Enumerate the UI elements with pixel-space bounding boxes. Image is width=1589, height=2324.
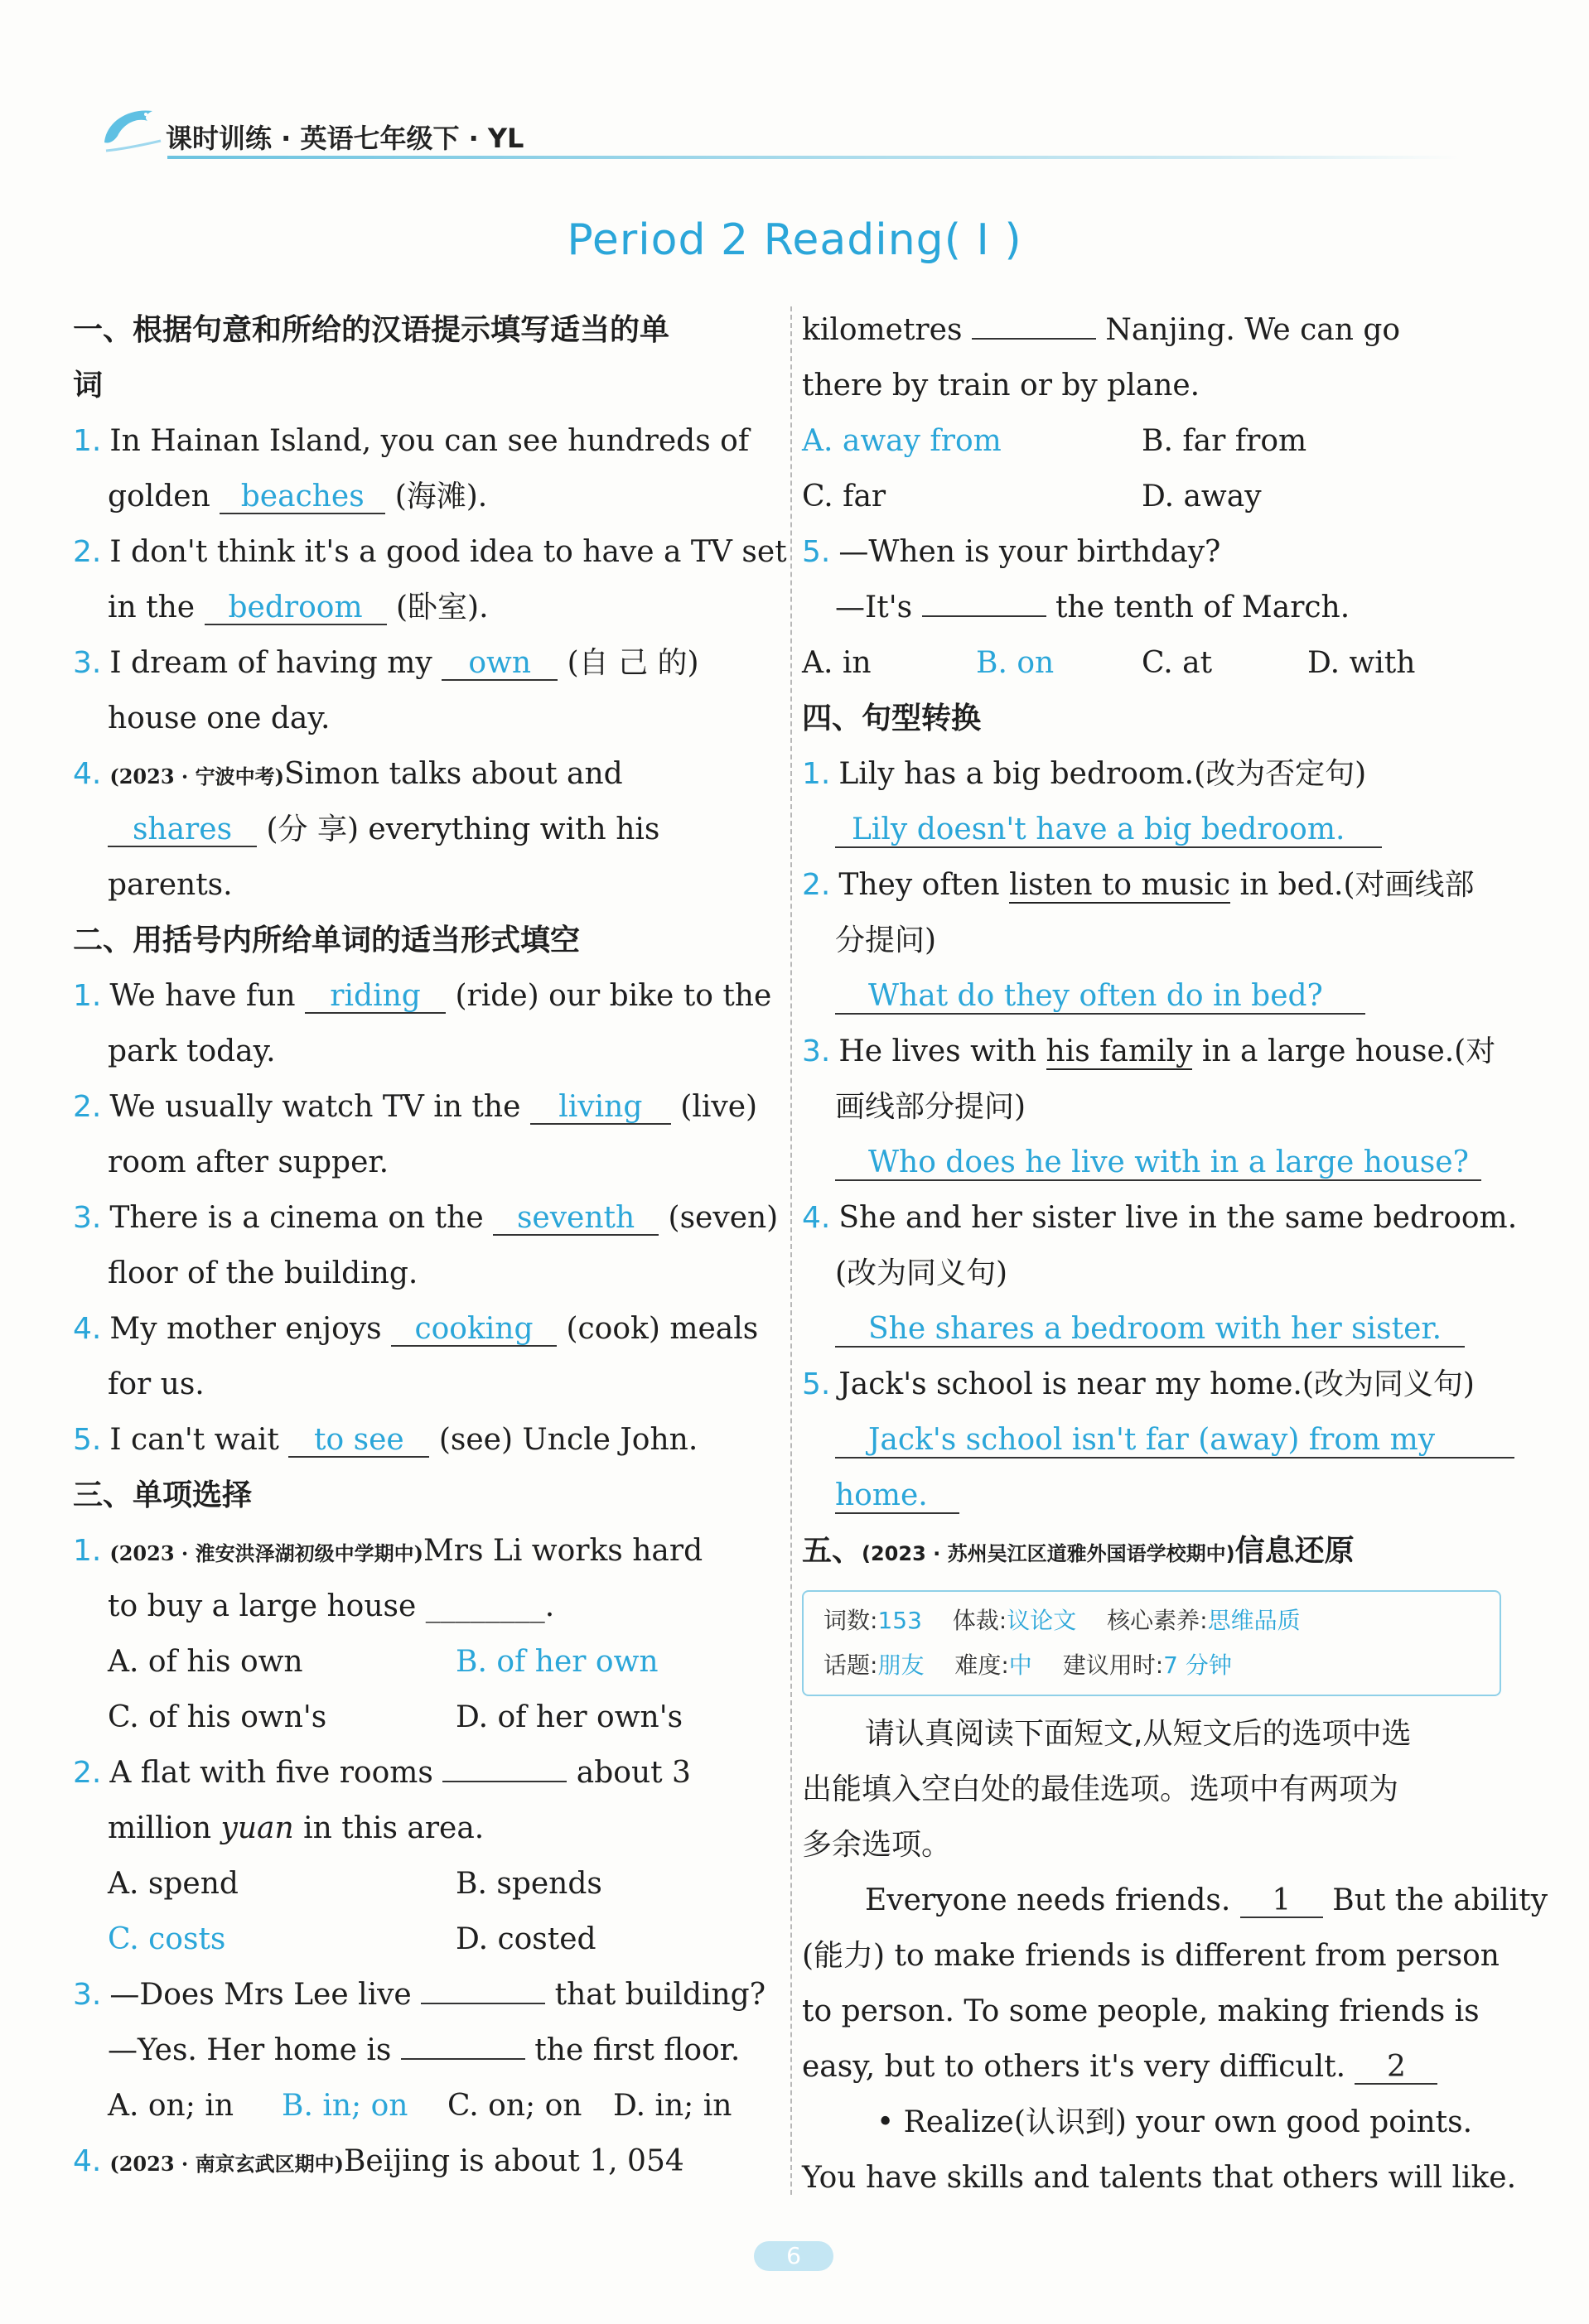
- question: [802, 857, 1501, 913]
- header-title: 课时训练 · 英语七年级下 · YL: [166, 123, 524, 154]
- option-d[interactable]: D. in; in: [613, 2089, 732, 2123]
- question-text: (cook) meals: [566, 1312, 759, 1346]
- core-literacy: 思维品质: [1207, 1607, 1301, 1634]
- question-text: that building?: [554, 1978, 766, 2012]
- question-number: 1.: [73, 1534, 102, 1568]
- answer-blank[interactable]: beaches: [220, 481, 385, 514]
- question: [73, 1412, 766, 1468]
- info-row-1: [823, 1598, 1480, 1643]
- answer-text[interactable]: What do they often do in bed?: [835, 980, 1365, 1015]
- option-c[interactable]: C. of his own's: [108, 1700, 327, 1734]
- question-line: [73, 580, 766, 635]
- question-text: Simon talks about and: [283, 757, 623, 791]
- question: [73, 1079, 766, 1135]
- option-d[interactable]: D. of her own's: [456, 1700, 683, 1734]
- options-row: [802, 413, 1501, 469]
- suggested-time: 7 分钟: [1163, 1651, 1232, 1679]
- question-line: [73, 469, 766, 524]
- answer-line: [802, 968, 1501, 1024]
- question-text: He lives with: [838, 1034, 1037, 1068]
- question: [73, 1745, 766, 1801]
- question-text: We have fun: [109, 979, 296, 1013]
- answer-line: [802, 1468, 1501, 1523]
- answer-line: [802, 1301, 1501, 1357]
- question-number: 4.: [802, 1201, 831, 1235]
- question-text: million: [108, 1811, 212, 1845]
- option-c[interactable]: C. at: [1142, 646, 1213, 680]
- underlined-text: listen to music: [1009, 868, 1231, 902]
- dolphin-logo-icon: [98, 99, 164, 157]
- question-text: —Does Mrs Lee live: [109, 1978, 412, 2012]
- info-label: 建议用时:: [1062, 1651, 1164, 1679]
- question-line: house one day.: [108, 702, 331, 735]
- options-row: [802, 635, 1501, 691]
- answer-blank[interactable]: seventh: [493, 1203, 659, 1236]
- section-1-title: 一、根据句意和所给的汉语提示填写适当的单: [73, 313, 670, 347]
- instruction-line: 请认真阅读下面短文,从短文后的选项中选: [865, 1717, 1412, 1751]
- question-text: We usually watch TV in the: [109, 1090, 521, 1124]
- passage-line: [802, 1873, 1548, 1928]
- options-row: [73, 1912, 766, 1967]
- question-number: 4.: [73, 2144, 102, 2178]
- question-source: (2023 · 淮安洪泽湖初级中学期中): [109, 1541, 423, 1565]
- answer-blank[interactable]: shares: [108, 814, 257, 847]
- option-a[interactable]: A. of his own: [108, 1645, 303, 1679]
- answer-blank[interactable]: living: [530, 1092, 671, 1125]
- info-label: 词数:: [823, 1607, 878, 1634]
- question-number: 5.: [802, 1367, 831, 1401]
- passage-line: You have skills and talents that others will like.: [802, 2161, 1517, 2195]
- answer-line: [802, 1412, 1501, 1468]
- option-b-correct[interactable]: B. of her own: [456, 1645, 659, 1679]
- question-text: (自 己 的): [567, 646, 699, 680]
- question-line: there by train or by plane.: [802, 369, 1200, 403]
- question-number: 2.: [73, 1756, 102, 1790]
- question-text: about 3: [576, 1756, 691, 1790]
- question-text-italic: yuan: [220, 1811, 294, 1845]
- topic: 朋友: [877, 1651, 925, 1679]
- option-d[interactable]: D. with: [1307, 646, 1416, 680]
- answer-blank[interactable]: cooking: [391, 1314, 557, 1347]
- question-number: 1.: [802, 757, 831, 791]
- option-a[interactable]: A. in: [802, 646, 872, 680]
- question: [73, 1301, 766, 1357]
- question-text: in this area.: [303, 1811, 485, 1845]
- question-number: 2.: [73, 535, 102, 569]
- answer-blank[interactable]: [922, 615, 1046, 617]
- instruction-line: 多余选项。: [802, 1828, 952, 1862]
- word-count: 153: [877, 1607, 922, 1634]
- question: [802, 1190, 1518, 1246]
- question-text: (seven): [668, 1201, 779, 1235]
- question-text: A flat with five rooms: [109, 1756, 433, 1790]
- question-text: She and her sister live in the same bedroom.: [838, 1201, 1518, 1235]
- question-line: for us.: [108, 1367, 205, 1401]
- option-c-correct[interactable]: C. costs: [108, 1922, 226, 1956]
- question-number: 1.: [73, 979, 102, 1013]
- question-text: (分 享) everything with his: [266, 812, 660, 846]
- question-line: 分提问): [835, 923, 937, 957]
- answer-text[interactable]: She shares a bedroom with her sister.: [835, 1313, 1465, 1348]
- question-number: 1.: [73, 424, 102, 458]
- question-text: They often: [838, 868, 1000, 902]
- option-b-correct[interactable]: B. in; on: [282, 2089, 408, 2123]
- question: [73, 524, 787, 580]
- difficulty: 中: [1008, 1651, 1032, 1679]
- answer-blank[interactable]: riding: [305, 981, 446, 1014]
- question-line: to buy a large house ________.: [108, 1589, 555, 1623]
- question-text: —It's: [835, 591, 913, 624]
- answer-blank[interactable]: [972, 338, 1096, 340]
- question-text: Jack's school is near my home.(改为同义句): [838, 1367, 1475, 1401]
- question-text: —Yes. Her home is: [108, 2033, 392, 2067]
- info-label: 话题:: [823, 1651, 878, 1679]
- answer-blank[interactable]: bedroom: [205, 592, 387, 625]
- question-number: 5.: [73, 1423, 102, 1457]
- option-d[interactable]: D. costed: [456, 1922, 596, 1956]
- option-b-correct[interactable]: B. on: [976, 646, 1055, 680]
- section-5-name: 信息还原: [1234, 1534, 1355, 1568]
- info-label: 体裁:: [952, 1607, 1007, 1634]
- section-3-title: 三、单项选择: [73, 1478, 253, 1512]
- section-4-title: 四、句型转换: [802, 702, 982, 735]
- passage-text: Everyone needs friends.: [865, 1883, 1231, 1917]
- passage-line: (能力) to make friends is different from person: [802, 1939, 1500, 1973]
- section-2-title: 二、用括号内所给单词的适当形式填空: [73, 923, 581, 957]
- question-number: 3.: [802, 1034, 831, 1068]
- answer-line: [802, 802, 1501, 857]
- options-row: [73, 1634, 766, 1690]
- options-row: [73, 1856, 766, 1912]
- option-a[interactable]: A. on; in: [108, 2089, 234, 2123]
- answer-blank[interactable]: [401, 2058, 525, 2060]
- question-text: (ride) our bike to the: [455, 979, 772, 1013]
- question: [73, 413, 766, 469]
- right-column: [802, 302, 1548, 2206]
- question-text: There is a cinema on the: [109, 1201, 484, 1235]
- question-text: Beijing is about 1, 054: [343, 2144, 684, 2178]
- option-c[interactable]: C. on; on: [447, 2089, 582, 2123]
- question-line: [73, 2023, 766, 2078]
- page-title: Period 2 Reading( Ⅰ ): [567, 215, 1022, 265]
- question-text: kilometres: [802, 313, 963, 347]
- info-label: 核心素养:: [1107, 1607, 1208, 1634]
- option-c[interactable]: C. far: [802, 480, 886, 513]
- passage-line: [802, 2039, 1501, 2095]
- question-text: In Hainan Island, you can see hundreds of: [109, 424, 750, 458]
- question-text: Lily has a big bedroom.(改为否定句): [838, 757, 1367, 791]
- column-divider: [790, 306, 792, 2195]
- option-a[interactable]: A. spend: [108, 1867, 239, 1901]
- passage-text: But the ability: [1332, 1883, 1548, 1917]
- options-row: [73, 2078, 766, 2134]
- question-number: 2.: [73, 1090, 102, 1124]
- option-d[interactable]: D. away: [1142, 480, 1262, 513]
- question-text: I dream of having my: [109, 646, 432, 680]
- question-line: 画线部分提问): [835, 1090, 1026, 1124]
- section-1-title-cont: 词: [73, 369, 104, 403]
- page-header: [98, 99, 1456, 174]
- question-text: (live): [680, 1090, 758, 1124]
- section-5-number: 五、: [802, 1534, 862, 1568]
- question-line: (改为同义句): [835, 1256, 1008, 1290]
- reading-info-box: [802, 1590, 1501, 1696]
- question-text: the tenth of March.: [1055, 591, 1350, 624]
- question-line: [73, 802, 766, 857]
- question: [802, 1357, 1501, 1412]
- passage-line: • Realize(认识到) your own good points.: [877, 2105, 1473, 2139]
- passage-blank-1[interactable]: 1: [1240, 1885, 1323, 1918]
- question: [73, 2134, 766, 2189]
- option-b[interactable]: B. spends: [456, 1867, 602, 1901]
- question: [73, 1523, 766, 1579]
- genre: 议论文: [1007, 1607, 1077, 1634]
- answer-blank[interactable]: to see: [288, 1425, 429, 1458]
- question-number: 4.: [73, 757, 102, 791]
- question: [73, 968, 772, 1024]
- question-number: 4.: [73, 1312, 102, 1346]
- question: [802, 1024, 1501, 1079]
- question-text: —When is your birthday?: [838, 535, 1221, 569]
- question-text: in a large house.(对: [1201, 1034, 1496, 1068]
- info-label: 难度:: [954, 1651, 1009, 1679]
- page-number: 6: [754, 2241, 833, 2271]
- answer-blank[interactable]: [421, 2003, 545, 2004]
- instruction-line: 出能填入空白处的最佳选项。选项中有两项为: [802, 1772, 1399, 1806]
- section-5-source: (2023 · 苏州吴江区道雅外国语学校期中): [862, 1542, 1235, 1565]
- answer-blank[interactable]: [442, 1781, 567, 1782]
- question-number: 3.: [73, 1978, 102, 2012]
- question-text: the first floor.: [534, 2033, 741, 2067]
- question-line: park today.: [108, 1034, 276, 1068]
- question-number: 2.: [802, 868, 831, 902]
- option-a-correct[interactable]: A. away from: [802, 424, 1002, 458]
- passage-blank-2[interactable]: 2: [1355, 2052, 1437, 2085]
- section-5-title: [802, 1523, 1501, 1579]
- option-b[interactable]: B. far from: [1142, 424, 1307, 458]
- info-row-2: [823, 1643, 1480, 1688]
- question-line: [802, 580, 1501, 635]
- question-text: in bed.(对画线部: [1239, 868, 1475, 902]
- question: [802, 524, 1501, 580]
- question-text: I don't think it's a good idea to have a TV set: [109, 535, 787, 569]
- question-source: (2023 · 南京玄武区期中): [109, 2152, 344, 2176]
- question-source: (2023 · 宁波中考): [109, 764, 284, 788]
- answer-line: [802, 1135, 1501, 1190]
- answer-blank[interactable]: own: [442, 648, 558, 681]
- question-text: (卧室).: [396, 591, 489, 624]
- options-row: [802, 469, 1501, 524]
- question-line: [73, 1801, 766, 1856]
- question-number: 3.: [73, 646, 102, 680]
- question-text: I can't wait: [109, 1423, 279, 1457]
- question: [73, 635, 766, 691]
- options-row: [73, 1690, 766, 1745]
- answer-text[interactable]: home.: [835, 1479, 959, 1514]
- answer-text[interactable]: Jack's school isn't far (away) from my: [835, 1424, 1514, 1459]
- question-text: (see) Uncle John.: [438, 1423, 698, 1457]
- passage-text: easy, but to others it's very difficult.: [802, 2050, 1346, 2084]
- question-text: golden: [108, 480, 210, 513]
- answer-text[interactable]: Lily doesn't have a big bedroom.: [835, 813, 1382, 848]
- question-line: [802, 302, 1501, 358]
- answer-text[interactable]: Who does he live with in a large house?: [835, 1146, 1481, 1181]
- left-column: [73, 302, 787, 2189]
- header-rule: [167, 156, 1460, 159]
- question-number: 5.: [802, 535, 831, 569]
- question: [802, 746, 1501, 802]
- question-text: My mother enjoys: [109, 1312, 382, 1346]
- question-text: in the: [108, 591, 196, 624]
- question: [73, 1967, 766, 2023]
- passage-line: to person. To some people, making friends is: [802, 1994, 1480, 2028]
- question: [73, 1190, 779, 1246]
- question: [73, 746, 766, 802]
- question-line: room after supper.: [108, 1145, 389, 1179]
- question-text: Nanjing. We can go: [1105, 313, 1401, 347]
- question-line: parents.: [108, 868, 233, 902]
- underlined-text: his family: [1046, 1034, 1193, 1068]
- question-text: (海滩).: [394, 480, 488, 513]
- question-line: floor of the building.: [108, 1256, 418, 1290]
- question-text: Mrs Li works hard: [423, 1534, 703, 1568]
- question-number: 3.: [73, 1201, 102, 1235]
